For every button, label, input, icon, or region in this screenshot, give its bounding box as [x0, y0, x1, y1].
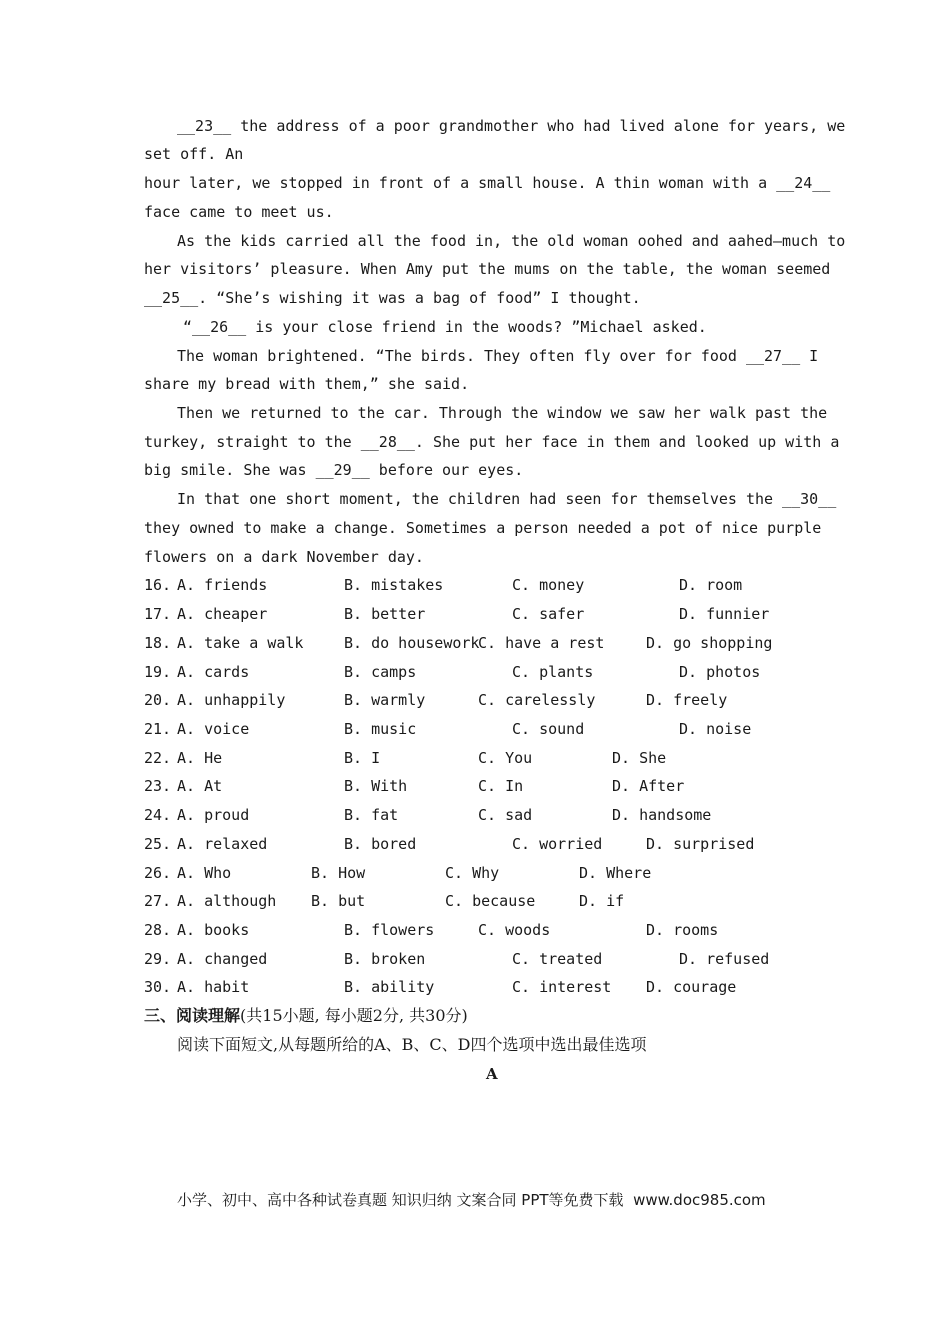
- question-number: 22.: [144, 749, 172, 767]
- passage-line: As the kids carried all the food in, the old woman oohed and aahed—much to: [177, 232, 846, 250]
- question-number: 17.: [144, 605, 172, 623]
- option-a: A. Who: [177, 864, 232, 882]
- passage-line: her visitors’ pleasure. When Amy put the mums on the table, the woman seemed: [144, 260, 831, 278]
- option-a: A. books: [177, 921, 250, 939]
- option-d: D. handsome: [612, 806, 712, 824]
- option-c: C. In: [478, 777, 524, 795]
- section-instruction: 阅读下面短文,从每题所给的A、B、C、D四个选项中选出最佳选项: [177, 1035, 647, 1054]
- option-c: C. plants: [512, 663, 594, 681]
- option-d: D. rooms: [646, 921, 719, 939]
- option-c: C. You: [478, 749, 533, 767]
- option-c: C. sad: [478, 806, 533, 824]
- section-heading-detail: (共15小题, 每小题2分, 共30分): [240, 1006, 468, 1025]
- option-c: C. because: [445, 892, 536, 910]
- option-d: D. surprised: [646, 835, 755, 853]
- option-a: A. habit: [177, 978, 250, 996]
- option-b: B. do housework: [344, 634, 480, 652]
- option-a: A. cards: [177, 663, 250, 681]
- option-d: D. photos: [679, 663, 761, 681]
- option-d: D. funnier: [679, 605, 770, 623]
- passage-label: A: [486, 1065, 498, 1083]
- passage-line: In that one short moment, the children had seen for themselves the __30__: [177, 490, 837, 508]
- option-d: D. noise: [679, 720, 752, 738]
- option-c: C. woods: [478, 921, 551, 939]
- passage-line: hour later, we stopped in front of a small house. A thin woman with a __24__: [144, 174, 831, 192]
- option-b: B. I: [344, 749, 381, 767]
- question-number: 18.: [144, 634, 172, 652]
- passage-line: big smile. She was __29__ before our eyes.: [144, 461, 524, 479]
- question-number: 23.: [144, 777, 172, 795]
- option-d: D. Where: [579, 864, 652, 882]
- section-heading: [144, 1006, 468, 1026]
- option-b: B. ability: [344, 978, 435, 996]
- passage-line: “__26__ is your close friend in the woods? ”Michael asked.: [183, 318, 707, 336]
- option-a: A. voice: [177, 720, 250, 738]
- option-a: A. cheaper: [177, 605, 268, 623]
- option-b: B. music: [344, 720, 417, 738]
- option-d: D. freely: [646, 691, 728, 709]
- question-number: 26.: [144, 864, 172, 882]
- option-a: A. At: [177, 777, 223, 795]
- option-b: B. mistakes: [344, 576, 444, 594]
- option-b: B. How: [311, 864, 366, 882]
- footer-banner: 小学、初中、高中各种试卷真题 知识归纳 文案合同 PPT等免费下载 www.doc985.com: [177, 1191, 766, 1209]
- question-number: 21.: [144, 720, 172, 738]
- option-d: D. if: [579, 892, 625, 910]
- option-a: A. although: [177, 892, 277, 910]
- option-a: A. changed: [177, 950, 268, 968]
- passage-line: share my bread with them,” she said.: [144, 375, 470, 393]
- passage-line: face came to meet us.: [144, 203, 334, 221]
- option-c: C. sound: [512, 720, 585, 738]
- option-c: C. have a rest: [478, 634, 605, 652]
- option-b: B. warmly: [344, 691, 426, 709]
- option-a: A. relaxed: [177, 835, 268, 853]
- option-c: C. treated: [512, 950, 603, 968]
- passage-line: __25__. “She’s wishing it was a bag of food” I thought.: [144, 289, 641, 307]
- option-d: D. refused: [679, 950, 770, 968]
- question-number: 19.: [144, 663, 172, 681]
- option-b: B. With: [344, 777, 408, 795]
- passage-line: __23__ the address of a poor grandmother who had lived alone for years, we: [177, 117, 846, 135]
- question-number: 24.: [144, 806, 172, 824]
- option-c: C. carelessly: [478, 691, 596, 709]
- question-number: 20.: [144, 691, 172, 709]
- option-d: D. go shopping: [646, 634, 773, 652]
- option-d: D. After: [612, 777, 685, 795]
- section-heading-bold: 三、阅读理解: [144, 1006, 241, 1025]
- option-c: C. Why: [445, 864, 500, 882]
- option-d: D. courage: [646, 978, 737, 996]
- option-b: B. broken: [344, 950, 426, 968]
- question-number: 28.: [144, 921, 172, 939]
- question-number: 25.: [144, 835, 172, 853]
- option-b: B. camps: [344, 663, 417, 681]
- option-a: A. unhappily: [177, 691, 286, 709]
- question-number: 30.: [144, 978, 172, 996]
- option-b: B. fat: [344, 806, 399, 824]
- option-a: A. friends: [177, 576, 268, 594]
- option-c: C. money: [512, 576, 585, 594]
- option-a: A. He: [177, 749, 223, 767]
- option-d: D. She: [612, 749, 667, 767]
- option-b: B. better: [344, 605, 426, 623]
- option-c: C. interest: [512, 978, 612, 996]
- passage-line: turkey, straight to the __28__. She put her face in them and looked up with a: [144, 433, 840, 451]
- passage-line: Then we returned to the car. Through the window we saw her walk past the: [177, 404, 828, 422]
- option-a: A. proud: [177, 806, 250, 824]
- passage-line: flowers on a dark November day.: [144, 548, 424, 566]
- option-d: D. room: [679, 576, 743, 594]
- passage-line: The woman brightened. “The birds. They often fly over for food __27__ I: [177, 347, 819, 365]
- passage-line: they owned to make a change. Sometimes a person needed a pot of nice purple: [144, 519, 822, 537]
- option-a: A. take a walk: [177, 634, 304, 652]
- option-c: C. worried: [512, 835, 603, 853]
- question-number: 16.: [144, 576, 172, 594]
- option-b: B. but: [311, 892, 366, 910]
- option-b: B. bored: [344, 835, 417, 853]
- question-number: 27.: [144, 892, 172, 910]
- passage-line: set off. An: [144, 145, 244, 163]
- option-b: B. flowers: [344, 921, 435, 939]
- question-number: 29.: [144, 950, 172, 968]
- option-c: C. safer: [512, 605, 585, 623]
